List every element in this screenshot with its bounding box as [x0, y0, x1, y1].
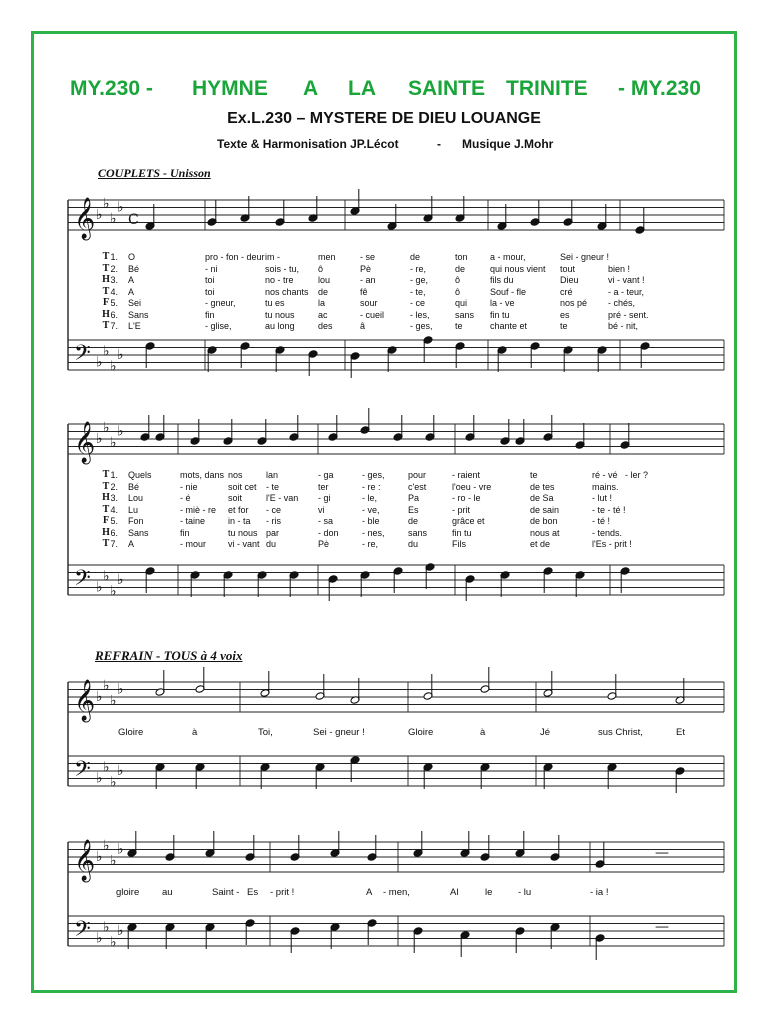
voice-marker: T [102, 320, 110, 331]
lyric-syllable: te [530, 470, 538, 480]
lyric-syllable: Sans [128, 309, 149, 320]
voice-marker: T [102, 251, 110, 262]
lyric-syllable: de tes [530, 481, 555, 492]
verse-line-1 [0, 252, 768, 264]
lyric-syllable: a - mour, [490, 252, 526, 262]
lyric-syllable: - te, [410, 286, 426, 297]
lyric-syllable: - raient [452, 470, 481, 480]
refrain-syllable: - prit ! [270, 887, 295, 898]
lyric-syllable: fin tu [452, 527, 472, 538]
lyric-syllable: et for [228, 504, 249, 515]
lyric-syllable: fin tu [490, 309, 510, 320]
lyric-syllable: qui [455, 298, 468, 308]
lyric-syllable: - le, [362, 493, 378, 503]
verse-line-6 [0, 310, 768, 322]
title-word-2: A [303, 77, 319, 100]
voice-marker: T [102, 285, 110, 297]
lyric-syllable: - gneur, [205, 298, 236, 308]
lyric-syllable: ter [318, 481, 329, 492]
lyric-syllable: men [318, 252, 336, 262]
flat-sign: ♭ [96, 579, 103, 596]
verse-line-4 [0, 287, 768, 299]
verse-number: 2. [110, 481, 118, 492]
lyric-syllable: - re : [362, 481, 381, 492]
treble-clef: 𝄞 [74, 840, 96, 881]
verse-number: 1. [110, 252, 118, 262]
lyric-syllable: - ni [205, 263, 218, 274]
verse-line-5 [0, 298, 768, 310]
lyric-syllable: du [266, 539, 277, 549]
lyric-syllable: pour [408, 470, 427, 480]
flat-sign: ♭ [96, 431, 103, 447]
flat-sign: ♭ [103, 419, 110, 436]
verse-number: 5. [110, 516, 118, 526]
refrain-syllable: Gloire [408, 727, 434, 738]
lyric-syllable: - ler ? [625, 470, 649, 480]
verse-line-3 [0, 275, 768, 287]
verse-line-2 [0, 264, 768, 276]
lyric-syllable: - ce [410, 298, 426, 308]
lyric-syllable: Es [408, 504, 419, 515]
verse-number: 4. [110, 286, 118, 297]
flat-sign: ♭ [117, 923, 124, 939]
flat-sign: ♭ [96, 689, 103, 705]
lyric-syllable: tu nous [265, 309, 295, 320]
lyric-syllable: te [560, 321, 568, 331]
lyric-syllable: - re, [362, 539, 379, 549]
lyric-syllable: Sei - gneur ! [560, 252, 610, 262]
treble-clef: 𝄞 [74, 198, 96, 239]
code-right: - MY.230 [618, 77, 701, 100]
lyric-syllable: - ce [266, 504, 282, 515]
lyric-syllable: nos chants [265, 286, 309, 297]
lyric-syllable: Pè [318, 539, 330, 549]
lyric-syllable: grâce et [452, 516, 485, 526]
lyric-syllable: l'E - van [266, 493, 299, 503]
title-word-5: TRINITE [506, 77, 588, 100]
lyric-syllable: A [128, 275, 135, 285]
lyric-syllable: mots, dans [180, 470, 225, 480]
bass-clef: 𝄢 [74, 757, 91, 787]
lyric-syllable: - ble [362, 516, 380, 526]
lyric-syllable: ré - vé [592, 470, 618, 480]
lyric-syllable: - glise, [205, 321, 232, 331]
lyric-syllable: Lu [128, 504, 139, 515]
lyric-syllable: vi - vant [228, 539, 260, 549]
lyric-syllable: Quels [128, 470, 152, 480]
lyric-syllable: sour [360, 298, 378, 308]
lyric-syllable: ô [455, 286, 461, 297]
flat-sign: ♭ [110, 692, 117, 709]
verse-number: 4. [110, 504, 118, 515]
lyric-syllable: A [128, 539, 135, 549]
lyric-syllable: - ro - le [452, 493, 481, 503]
lyric-syllable: - nes, [362, 527, 385, 538]
lyric-syllable: l'oeu - vre [452, 481, 492, 492]
lyric-syllable: - lut ! [592, 493, 613, 503]
lyric-syllable: bé - nit, [608, 321, 639, 331]
lyric-syllable: - les, [410, 309, 430, 320]
flat-sign: ♭ [96, 207, 103, 223]
voice-marker: T [102, 469, 110, 480]
lyric-syllable: no - tre [265, 275, 294, 285]
flat-sign: ♭ [117, 763, 124, 779]
lyric-syllable: de [318, 286, 329, 297]
lyric-syllable: - ris [266, 516, 281, 526]
lyric-syllable: Fon [128, 516, 144, 526]
lyric-syllable: pré - sent. [608, 309, 649, 320]
refrain-syllable: Al [450, 887, 459, 898]
bass-clef: 𝄢 [74, 566, 91, 596]
lyric-syllable: im - [265, 252, 280, 262]
credit-text: Texte & Harmonisation JP.Lécot [217, 137, 399, 151]
voice-marker: H [102, 526, 110, 538]
flat-sign: ♭ [103, 837, 110, 854]
verse-number: 7. [110, 321, 118, 331]
verse-line-4 [0, 505, 768, 517]
treble-clef: 𝄞 [74, 680, 96, 721]
lyric-syllable: O [128, 252, 136, 262]
lyric-syllable: - mour [180, 539, 207, 549]
lyric-syllable: vi - vant ! [608, 275, 645, 285]
lyric-syllable: nos [228, 470, 243, 480]
lyric-syllable: nos pé [560, 298, 588, 308]
flat-sign: ♭ [117, 347, 124, 363]
time-signature: C [128, 212, 139, 228]
lyric-syllable: fils du [490, 275, 514, 285]
lyric-syllable: - taine [180, 516, 206, 526]
lyric-syllable: Pa [408, 493, 420, 503]
flat-sign: ♭ [96, 770, 103, 787]
lyric-syllable: c'est [408, 481, 427, 492]
lyric-syllable: â [360, 321, 366, 331]
lyric-syllable: Bé [128, 263, 140, 274]
lyric-syllable: tout [560, 263, 576, 274]
refrain-label: REFRAIN - TOUS à 4 voix [95, 648, 243, 663]
lyric-syllable: de [408, 516, 419, 526]
subtitle: Ex.L.230 – MYSTERE DE DIEU LOUANGE [227, 110, 541, 127]
lyric-syllable: - don [318, 527, 339, 538]
lyric-syllable: et de [530, 539, 551, 549]
lyric-syllable: des [318, 321, 333, 331]
code-left: MY.230 - [70, 77, 153, 100]
flat-sign: ♭ [110, 434, 117, 451]
lyric-syllable: - tends. [592, 527, 623, 538]
credit-sep: - [437, 137, 441, 151]
voice-marker: H [102, 274, 110, 285]
refrain-syllable: Sei - gneur ! [313, 727, 365, 738]
lyric-syllable: Bé [128, 481, 140, 492]
lyric-syllable: l'Es - prit ! [592, 539, 632, 549]
lyric-syllable: - se [360, 252, 376, 262]
flat-sign: ♭ [110, 934, 117, 951]
refrain-syllable: Gloire [118, 727, 144, 738]
lyric-syllable: - chés, [608, 298, 636, 308]
lyric-syllable: ac [318, 309, 328, 320]
lyric-syllable: - miè - re [180, 504, 216, 515]
lyric-syllable: ô [455, 275, 461, 285]
voice-marker: F [102, 297, 110, 308]
lyric-syllable: A [128, 286, 135, 297]
lyric-syllable: ô [318, 263, 324, 274]
verse-number: 1. [110, 470, 118, 480]
lyric-syllable: la [318, 298, 326, 308]
lyric-syllable: - sa [318, 516, 334, 526]
flat-sign: ♭ [96, 354, 103, 371]
lyric-syllable: de Sa [530, 493, 554, 503]
lyric-syllable: tu nous [228, 527, 258, 538]
lyric-syllable: Lou [128, 493, 144, 503]
verse-line-6 [0, 528, 768, 540]
lyric-syllable: te [455, 321, 463, 331]
flat-sign: ♭ [103, 568, 110, 585]
lyric-syllable: fê [360, 286, 368, 297]
lyric-syllable: par [266, 527, 280, 538]
flat-sign: ♭ [117, 423, 124, 440]
voice-marker: T [102, 480, 110, 492]
verse-number: 6. [110, 309, 118, 320]
refrain-syllable: - lu [518, 887, 532, 898]
flat-sign: ♭ [110, 583, 117, 600]
flat-sign: ♭ [103, 759, 110, 776]
lyric-syllable: du [408, 539, 419, 549]
verse-line-5 [0, 516, 768, 528]
title-word-3: LA [348, 77, 376, 100]
refrain-syllable: gloire [116, 887, 140, 898]
lyric-syllable: - te [266, 481, 280, 492]
flat-sign: ♭ [117, 841, 124, 858]
lyric-syllable: bien ! [608, 263, 631, 274]
lyric-syllable: Pè [360, 263, 372, 274]
flat-sign: ♭ [103, 677, 110, 694]
verse-line-1 [0, 470, 768, 482]
bass-clef: 𝄢 [74, 341, 91, 371]
verse-number: 3. [110, 493, 118, 503]
refrain-syllable: Jé [540, 727, 551, 738]
lyric-syllable: chante et [490, 321, 528, 331]
lyric-syllable: Dieu [560, 275, 579, 285]
lyric-syllable: toi [205, 275, 215, 285]
lyric-syllable: au long [265, 321, 295, 331]
lyric-syllable: - te - té ! [592, 504, 626, 515]
lyric-syllable: de bon [530, 516, 558, 526]
lyric-syllable: sans [455, 309, 475, 320]
refrain-syllable: sus Christ, [598, 727, 643, 738]
refrain-syllable: A [366, 887, 373, 898]
lyric-syllable: - ges, [410, 321, 433, 331]
lyric-syllable: sois - tu, [265, 263, 300, 274]
rest-symbol: — [655, 919, 669, 935]
voice-marker: H [102, 308, 110, 320]
verse-line-3 [0, 493, 768, 505]
refrain-syllable: Et [676, 727, 685, 738]
lyric-syllable: pro - fon - deur [205, 252, 265, 262]
lyric-syllable: ton [455, 252, 468, 262]
lyric-syllable: Fils [452, 539, 466, 549]
verse-number: 6. [110, 527, 118, 538]
lyric-syllable: cré [560, 286, 573, 297]
flat-sign: ♭ [110, 210, 117, 227]
flat-sign: ♭ [103, 919, 110, 936]
lyric-syllable: lou [318, 275, 331, 285]
voice-marker: T [102, 503, 110, 515]
lyric-syllable: - a - teur, [608, 286, 645, 297]
lyric-syllable: sans [408, 527, 428, 538]
verse-number: 3. [110, 275, 118, 285]
lyric-syllable: - re, [410, 263, 427, 274]
title-word-1: HYMNE [192, 77, 268, 100]
lyric-syllable: - ge, [410, 275, 429, 285]
verse-line-7 [0, 539, 768, 551]
verse-line-2 [0, 482, 768, 494]
lyric-syllable: de sain [530, 504, 560, 515]
credit-music: Musique J.Mohr [462, 137, 554, 151]
lyric-syllable: fin [205, 309, 215, 320]
lyric-syllable: - an [360, 275, 376, 285]
lyric-syllable: la - ve [490, 298, 515, 308]
lyric-syllable: Souf - fle [490, 286, 527, 297]
bass-clef: 𝄢 [74, 917, 91, 947]
refrain-syllable: Saint - [212, 887, 240, 898]
flat-sign: ♭ [117, 681, 124, 698]
flat-sign: ♭ [103, 195, 110, 212]
lyric-syllable: - ges, [362, 470, 385, 480]
flat-sign: ♭ [103, 343, 110, 360]
lyric-syllable: in - ta [228, 516, 251, 526]
lyric-syllable: - gi [318, 493, 331, 503]
flat-sign: ♭ [117, 199, 124, 216]
lyric-syllable: - té ! [592, 516, 611, 526]
refrain-syllable: au [162, 887, 173, 898]
refrain-syllable: - men, [383, 887, 410, 898]
verse-number: 2. [110, 263, 118, 274]
lyric-syllable: mains. [592, 481, 619, 492]
lyric-syllable: - nie [180, 481, 198, 492]
flat-sign: ♭ [96, 930, 103, 947]
title-word-4: SAINTE [408, 77, 486, 100]
voice-marker: H [102, 492, 110, 503]
flat-sign: ♭ [110, 852, 117, 869]
lyric-syllable: lan [266, 470, 279, 480]
flat-sign: ♭ [110, 774, 117, 791]
refrain-syllable: Es [247, 887, 259, 898]
lyric-syllable: vi [318, 504, 325, 515]
couplets-label: COUPLETS - Unisson [98, 166, 211, 180]
flat-sign: ♭ [117, 572, 124, 588]
lyric-syllable: - ga [318, 470, 334, 480]
lyric-syllable: qui nous vient [490, 263, 546, 274]
lyric-syllable: L'E [128, 321, 141, 331]
lyric-syllable: tu es [265, 298, 285, 308]
refrain-syllable: le [485, 887, 493, 898]
lyric-syllable: Sei [128, 298, 142, 308]
voice-marker: T [102, 538, 110, 549]
lyric-syllable: soit cet [228, 481, 257, 492]
refrain-syllable: Toi, [258, 727, 273, 738]
lyric-syllable: es [560, 309, 570, 320]
lyric-syllable: - prit [452, 504, 470, 515]
lyric-syllable: soit [228, 493, 243, 503]
verse-number: 5. [110, 298, 118, 308]
lyric-syllable: nous at [530, 527, 560, 538]
lyric-syllable: de [410, 252, 421, 262]
flat-sign: ♭ [96, 849, 103, 865]
lyric-syllable: - ve, [362, 504, 380, 515]
refrain-syllable: - ia ! [590, 887, 609, 898]
voice-marker: F [102, 515, 110, 526]
refrain-syllable: à [192, 727, 198, 738]
lyric-syllable: - é [180, 493, 191, 503]
voice-marker: T [102, 262, 110, 274]
lyric-syllable: - cueil [360, 309, 385, 320]
refrain-syllable: à [480, 727, 486, 738]
verse-line-7 [0, 321, 768, 333]
verse-number: 7. [110, 539, 118, 549]
lyric-syllable: fin [180, 527, 190, 538]
flat-sign: ♭ [110, 358, 117, 375]
lyric-syllable: Sans [128, 527, 149, 538]
lyric-syllable: de [455, 263, 466, 274]
treble-clef: 𝄞 [74, 422, 96, 463]
rest-symbol: — [655, 845, 669, 861]
lyric-syllable: toi [205, 286, 215, 297]
